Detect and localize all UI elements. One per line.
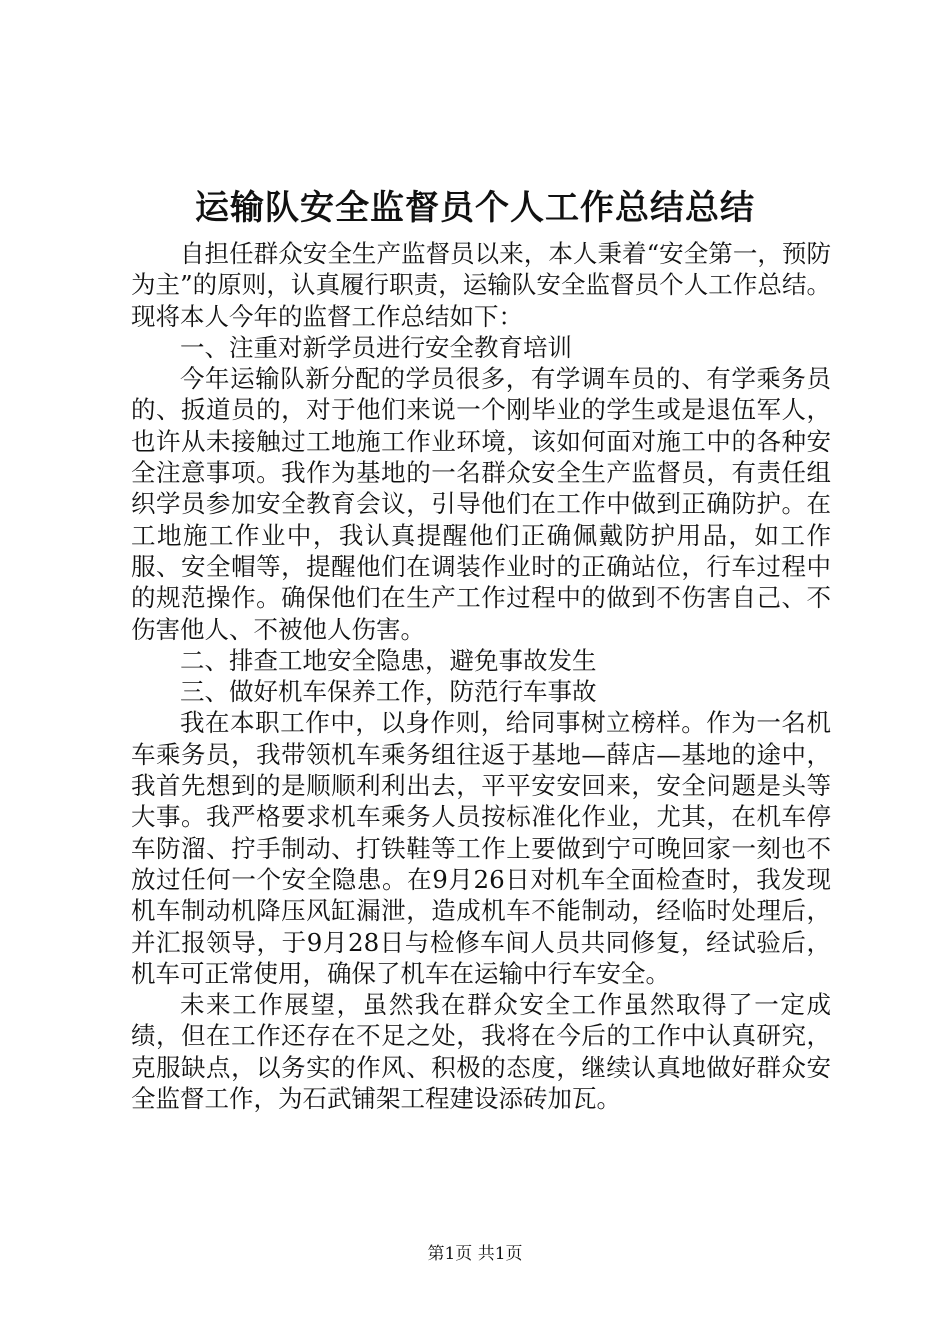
outlook-paragraph: 未来工作展望，虽然我在群众安全工作虽然取得了一定成绩，但在工作还存在不足之处，我将在今后的工作中认真研究，克服缺点，以务实的作风、积极的态度，继续认真地做好群众安全监督工作，为石武铺架工程建设添砖加瓦。 <box>131 990 831 1114</box>
section-1-paragraph: 今年运输队新分配的学员很多，有学调车员的、有学乘务员的、扳道员的，对于他们来说一个刚毕业的学生或是退伍军人，也许从未接触过工地施工作业环境，该如何面对施工中的各种安全注意事项。我作为基地的一名群众安全生产监督员，有责任组织学员参加安全教育会议，引导他们在工作中做到正确防护。在工地施工作业中，我认真提醒他们正确佩戴防护用品，如工作服、安全帽等，提醒他们在调装作业时的正确站位，行车过程中的规范操作。确保他们在生产工作过程中的做到不伤害自己、不伤害他人、不被他人伤害。 <box>131 364 831 644</box>
section-heading-3: 三、做好机车保养工作，防范行车事故 <box>180 677 597 707</box>
document-title: 运输队安全监督员个人工作总结总结 <box>195 188 755 228</box>
section-3-paragraph: 我在本职工作中，以身作则，给同事树立榜样。作为一名机车乘务员，我带领机车乘务组往返于基地—薛店—基地的途中，我首先想到的是顺顺利利出去，平平安安回来，安全问题是头等大事。我严格要求机车乘务人员按标准化作业，尤其，在机车停车防溜、拧手制动、打铁鞋等工作上要做到宁可晚回家一刻也不放过任何一个安全隐患。在9月26日对机车全面检查时，我发现机车制动机降压风缸漏泄，造成机车不能制动，经临时处理后，并汇报领导，于9月28日与检修车间人员共同修复，经试验后，机车可正常使用，确保了机车在运输中行车安全。 <box>131 708 831 988</box>
document-body <box>131 238 831 1114</box>
page-number-footer: 第1页 共1页 <box>427 1244 523 1264</box>
section-heading-2: 二、排查工地安全隐患，避免事故发生 <box>180 645 597 675</box>
intro-paragraph: 自担任群众安全生产监督员以来，本人秉着“安全第一，预防为主”的原则，认真履行职责，运输队安全监督员个人工作总结。现将本人今年的监督工作总结如下： <box>131 239 831 331</box>
section-heading-1: 一、注重对新学员进行安全教育培训 <box>180 332 572 362</box>
